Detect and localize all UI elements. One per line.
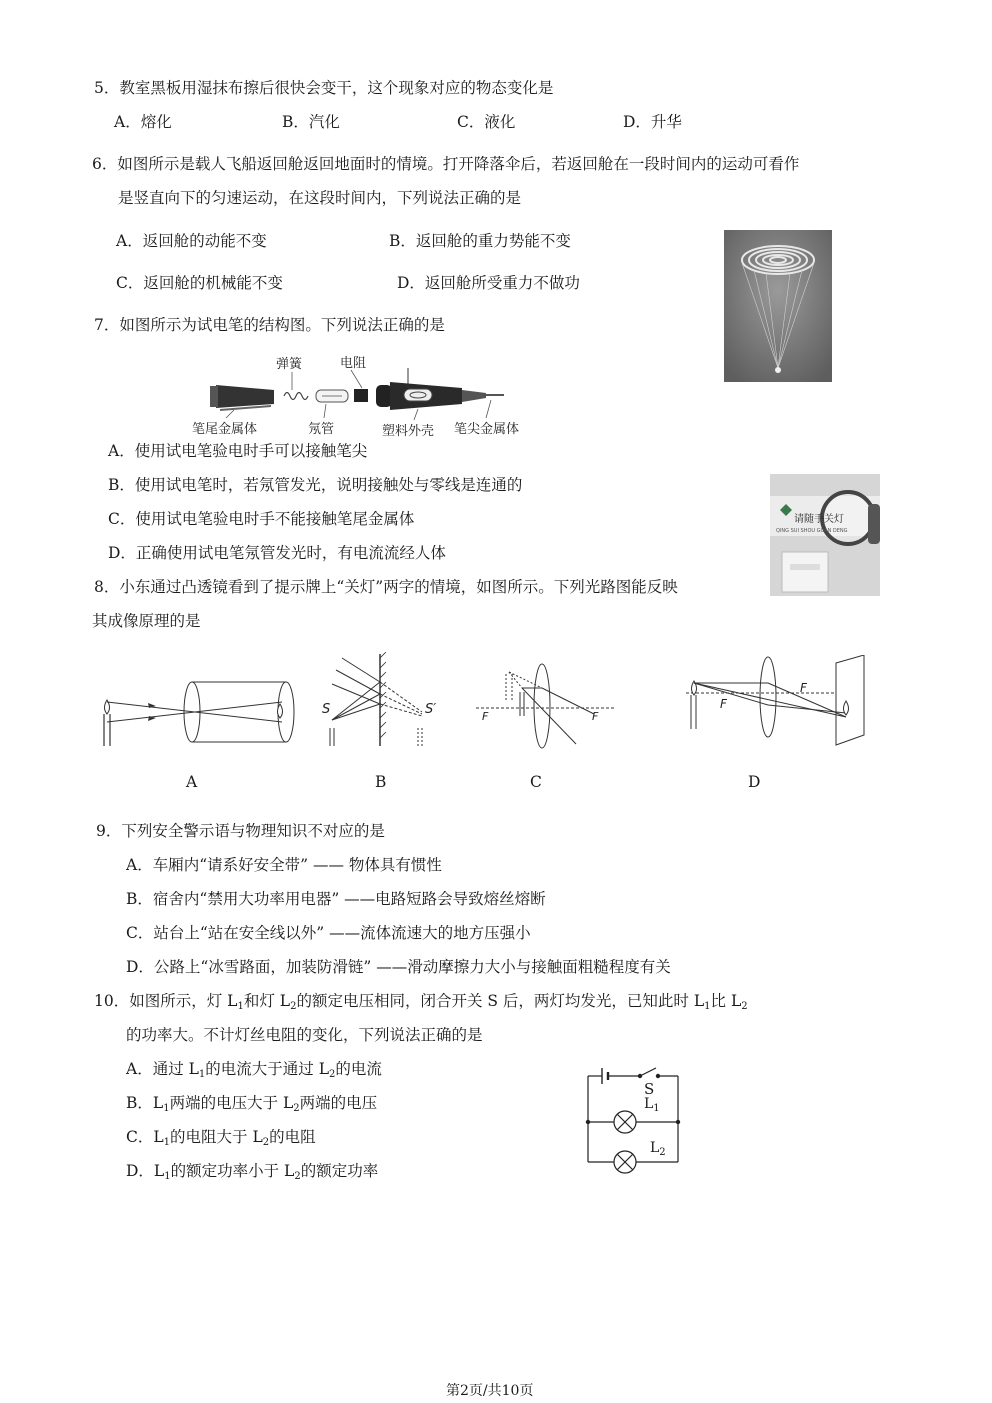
label-tail-metal: 笔尾金属体 [192,422,258,437]
pen-resistor [354,389,368,402]
diagram-label-a: A [186,773,198,791]
q9-option-a: A．车厢内“请系好安全带” —— 物体具有惯性 [126,856,442,874]
q6-option-d: D．返回舱所受重力不做功 [397,274,580,292]
q10-option-b: B．$L_1$两端的电压大于 $L_2$两端的电压 [126,1094,378,1114]
circuit-diagram [584,1064,684,1176]
q7-option-b: B．使用试电笔时，若氖管发光，说明接触处与零线是连通的 [108,476,523,494]
pen-neon-tube [316,390,348,402]
sign-pinyin: QING SUI SHOU GUAN DENG [776,528,848,534]
q9-option-c: C．站台上“站在安全线以外” ——流体流速大的地方压强小 [126,924,531,942]
q8-diagram-c [476,660,616,750]
q5-stem: 5．教室黑板用湿抹布擦后很快会变干，这个现象对应的物态变化是 [94,79,554,97]
sign-magnifier-photo [770,474,880,596]
pen-tip-metal [462,390,504,402]
label-plastic-shell: 塑料外壳 [382,424,435,439]
pen-tail-metal [210,385,274,410]
label-f-left-c: F [482,710,489,723]
pen-plastic-shell [376,368,462,410]
label-spring: 弹簧 [276,357,303,372]
q8-diagram-a [96,670,306,750]
label-s: S [322,702,331,717]
q6-option-b: B．返回舱的重力势能不变 [389,232,571,250]
diagram-label-c: C [530,773,542,791]
q7-stem: 7．如图所示为试电笔的结构图。下列说法正确的是 [94,316,445,334]
q9-option-b: B．宿舍内“禁用大功率用电器” ——电路短路会导致熔丝熔断 [126,890,546,908]
q7-option-c: C．使用试电笔验电时手不能接触笔尾金属体 [108,510,415,528]
q9-stem: 9．下列安全警示语与物理知识不对应的是 [96,822,385,840]
q7-option-d: D．正确使用试电笔氖管发光时，有电流流经人体 [108,544,446,562]
label-s-prime: S′ [425,702,437,717]
label-f-right-d: F [800,681,807,695]
q10-option-c: C．$L_1$的电阻大于 $L_2$的电阻 [126,1128,316,1148]
parachute-photo [724,230,832,382]
q10-option-d: D．$L_1$的额定功率小于 $L_2$的额定功率 [126,1162,379,1182]
q5-option-c: C．液化 [457,113,516,131]
page-footer: 第2页/共10页 [446,1383,534,1399]
label-f-left-d: F [720,697,727,711]
q8-stem-line1: 8．小东通过凸透镜看到了提示牌上“关灯”两字的情境，如图所示。下列光路图能反映 [94,578,678,596]
sign-text: 请随手关灯 [794,514,844,525]
q5-option-d: D．升华 [623,113,682,131]
q7-option-a: A．使用试电笔验电时手可以接触笔尖 [108,442,368,460]
diagram-label-d: D [748,773,761,791]
q5-option-a: A．熔化 [114,113,172,131]
q10-option-a: A．通过 $L_1$的电流大于通过 $L_2$的电流 [126,1060,382,1080]
q10-stem-line1: 10．如图所示，灯 $L_1$和灯 $L_2$的额定电压相同，闭合开关 S 后，两灯均发光，已知此时 $L_1$比 $L_2$ [94,992,748,1012]
label-f-right-c: F [592,710,599,723]
circuit-label-lamp2: $L_2$ [650,1140,666,1158]
q6-option-a: A．返回舱的动能不变 [116,232,267,250]
q8-diagram-b [322,652,447,750]
q6-stem-line1: 6．如图所示是载人飞船返回舱返回地面时的情境。打开降落伞后，若返回舱在一段时间内的运动可看作 [92,155,800,173]
q10-stem-line2: 的功率大。不计灯丝电阻的变化，下列说法正确的是 [126,1026,483,1044]
circuit-label-switch: S [644,1080,655,1098]
label-resistor: 电阻 [340,356,367,371]
label-neon-tube: 氖管 [308,422,335,437]
q9-option-d: D．公路上“冰雪路面，加装防滑链” ——滑动摩擦力大小与接触面粗糙程度有关 [126,958,671,976]
q8-stem-line2: 其成像原理的是 [92,612,201,630]
label-tip-metal: 笔尖金属体 [454,422,520,437]
diagram-label-b: B [375,773,387,791]
q6-stem-line2: 是竖直向下的匀速运动，在这段时间内，下列说法正确的是 [118,189,522,207]
q5-option-b: B．汽化 [282,113,340,131]
q8-diagram-d [686,655,876,750]
test-pen-diagram [186,352,531,442]
pen-spring [284,393,308,400]
circuit-label-lamp1: $L_1$ [644,1096,660,1114]
q6-option-c: C．返回舱的机械能不变 [116,274,283,292]
